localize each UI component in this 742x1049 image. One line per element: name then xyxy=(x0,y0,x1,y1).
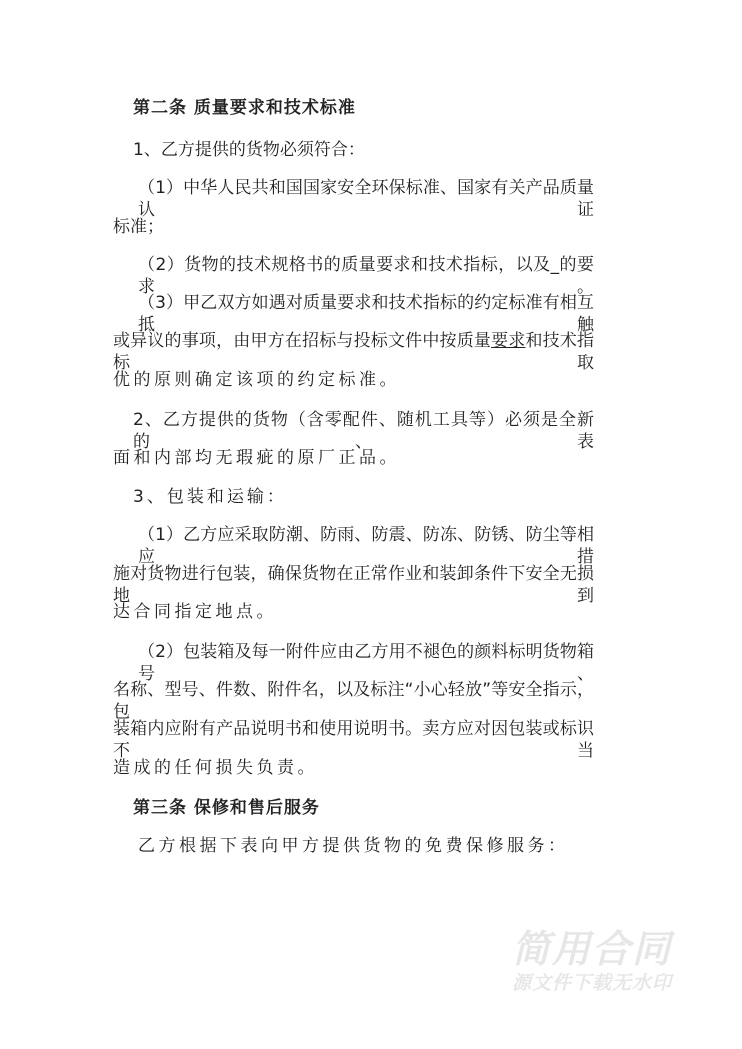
paragraph: 施对货物进行包装，确保货物在正常作业和装卸条件下安全无损地到 xyxy=(113,564,594,606)
article2-heading: 第二条 质量要求和技术标准 xyxy=(133,98,356,118)
paragraph: （1）乙方应采取防潮、防雨、防震、防冻、防锈、防尘等相应措 xyxy=(138,525,594,567)
paragraph: 名称、型号、件数、附件名，以及标注“小心轻放”等安全指示，包 xyxy=(113,680,594,722)
paragraph: 装箱内应附有产品说明书和使用说明书。卖方应对因包装或标识不当 xyxy=(113,719,594,761)
watermark-logo: 简用合同 xyxy=(512,927,673,971)
paragraph: 造成的任何损失负责。 xyxy=(113,758,318,778)
text: 或异议的事项，由甲方在招标与投标文件中按质量 xyxy=(113,331,492,351)
paragraph: （1）中华人民共和国国家安全环保标准、国家有关产品质量认证 xyxy=(138,178,594,220)
paragraph: （3）甲乙双方如遇对质量要求和技术指标的约定标准有相互抵触 xyxy=(138,293,594,335)
paragraph: 面和内部均无瑕疵的原厂正品。 xyxy=(113,448,400,468)
paragraph: 优的原则确定该项的约定标准。 xyxy=(113,370,400,390)
paragraph: （2）货物的技术规格书的质量要求和技术指标，以及_的要求。 xyxy=(138,255,594,297)
paragraph: （2）包装箱及每一附件应由乙方用不褪色的颜料标明货物箱号、 xyxy=(138,642,594,684)
paragraph: 乙方根据下表向甲方提供货物的免费保修服务： xyxy=(138,836,569,856)
text: 和技术指标取 xyxy=(113,331,595,373)
article3-heading: 第三条 保修和售后服务 xyxy=(133,798,320,818)
underlined-text: 要求 xyxy=(491,331,526,351)
paragraph xyxy=(113,330,594,374)
paragraph: 达合同指定地点。 xyxy=(113,602,277,622)
paragraph: 2、乙方提供的货物（含零配件、随机工具等）必须是全新的、表 xyxy=(133,410,594,452)
paragraph: 1、乙方提供的货物必须符合： xyxy=(133,140,365,160)
watermark-tagline: 源文件下载无水印 xyxy=(512,972,673,994)
paragraph: 标准； xyxy=(113,217,164,237)
paragraph: 3、包装和运输： xyxy=(133,487,287,507)
